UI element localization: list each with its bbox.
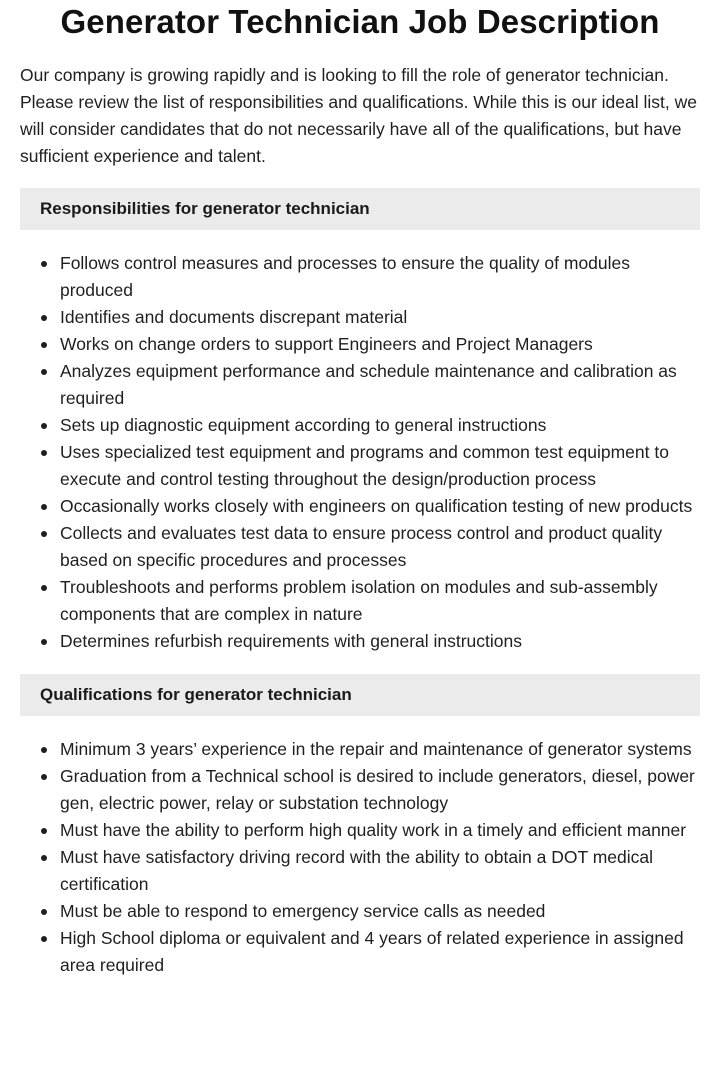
list-item-text: Sets up diagnostic equipment according to general instructions	[60, 415, 547, 435]
list-item-text: High School diploma or equivalent and 4 years of related experience in assigned area required	[60, 928, 684, 975]
list-item-text: Occasionally works closely with engineers on qualification testing of new products	[60, 496, 693, 516]
bullet-dot	[41, 315, 47, 321]
page-title: Generator Technician Job Description	[60, 3, 660, 40]
list-item	[20, 331, 700, 358]
list-item	[20, 763, 700, 817]
bullet-dot	[41, 774, 47, 780]
list-item	[20, 250, 700, 304]
list-item-text: Identifies and documents discrepant material	[60, 307, 408, 327]
list-item	[20, 844, 700, 898]
responsibilities-list	[20, 250, 700, 655]
bullet-dot	[41, 450, 47, 456]
list-item	[20, 304, 700, 331]
intro-paragraph: Our company is growing rapidly and is looking to fill the role of generator technician. Please review the list of responsibilities and qualifications. While this is our ideal list, we will consider candidates that do not necessarily have all of the qualifications, but have sufficient experience and talent.	[20, 65, 697, 166]
list-item-text: Must be able to respond to emergency service calls as needed	[60, 901, 546, 921]
list-item-text: Graduation from a Technical school is desired to include generators, diesel, power gen, electric power, relay or substation technology	[60, 766, 695, 813]
list-item-text: Follows control measures and processes to ensure the quality of modules produced	[60, 253, 631, 300]
responsibilities-heading: Responsibilities for generator technician	[40, 199, 370, 218]
list-item-text: Analyzes equipment performance and schedule maintenance and calibration as required	[60, 361, 677, 408]
bullet-dot	[41, 855, 47, 861]
list-item-text: Troubleshoots and performs problem isolation on modules and sub-assembly components that are complex in nature	[60, 577, 658, 624]
list-item-text: Works on change orders to support Engineers and Project Managers	[60, 334, 593, 354]
bullet-dot	[41, 342, 47, 348]
list-item-text: Minimum 3 years’ experience in the repair and maintenance of generator systems	[60, 739, 692, 759]
list-item-text: Must have the ability to perform high quality work in a timely and efficient manner	[60, 820, 687, 840]
list-item-text: Must have satisfactory driving record with the ability to obtain a DOT medical certification	[60, 847, 653, 894]
bullet-dot	[41, 747, 47, 753]
bullet-dot	[41, 423, 47, 429]
bullet-dot	[41, 531, 47, 537]
list-item	[20, 358, 700, 412]
list-item	[20, 520, 700, 574]
list-item	[20, 925, 700, 979]
list-item-text: Collects and evaluates test data to ensure process control and product quality based on specific procedures and processes	[60, 523, 663, 570]
list-item	[20, 817, 700, 844]
list-item	[20, 898, 700, 925]
list-item	[20, 439, 700, 493]
bullet-dot	[41, 369, 47, 375]
responsibilities-header	[20, 188, 700, 230]
bullet-dot	[41, 585, 47, 591]
qualifications-heading: Qualifications for generator technician	[40, 685, 352, 704]
list-item	[20, 493, 700, 520]
list-item	[20, 628, 700, 655]
qualifications-header	[20, 674, 700, 716]
bullet-dot	[41, 261, 47, 267]
bullet-dot	[41, 909, 47, 915]
qualifications-list	[20, 736, 700, 979]
list-item-text: Determines refurbish requirements with general instructions	[60, 631, 523, 651]
bullet-dot	[41, 828, 47, 834]
bullet-dot	[41, 936, 47, 942]
list-item	[20, 736, 700, 763]
list-item	[20, 574, 700, 628]
bullet-dot	[41, 504, 47, 510]
list-item-text: Uses specialized test equipment and programs and common test equipment to execute and control testing throughout the design/production process	[60, 442, 669, 489]
list-item	[20, 412, 700, 439]
bullet-dot	[41, 639, 47, 645]
